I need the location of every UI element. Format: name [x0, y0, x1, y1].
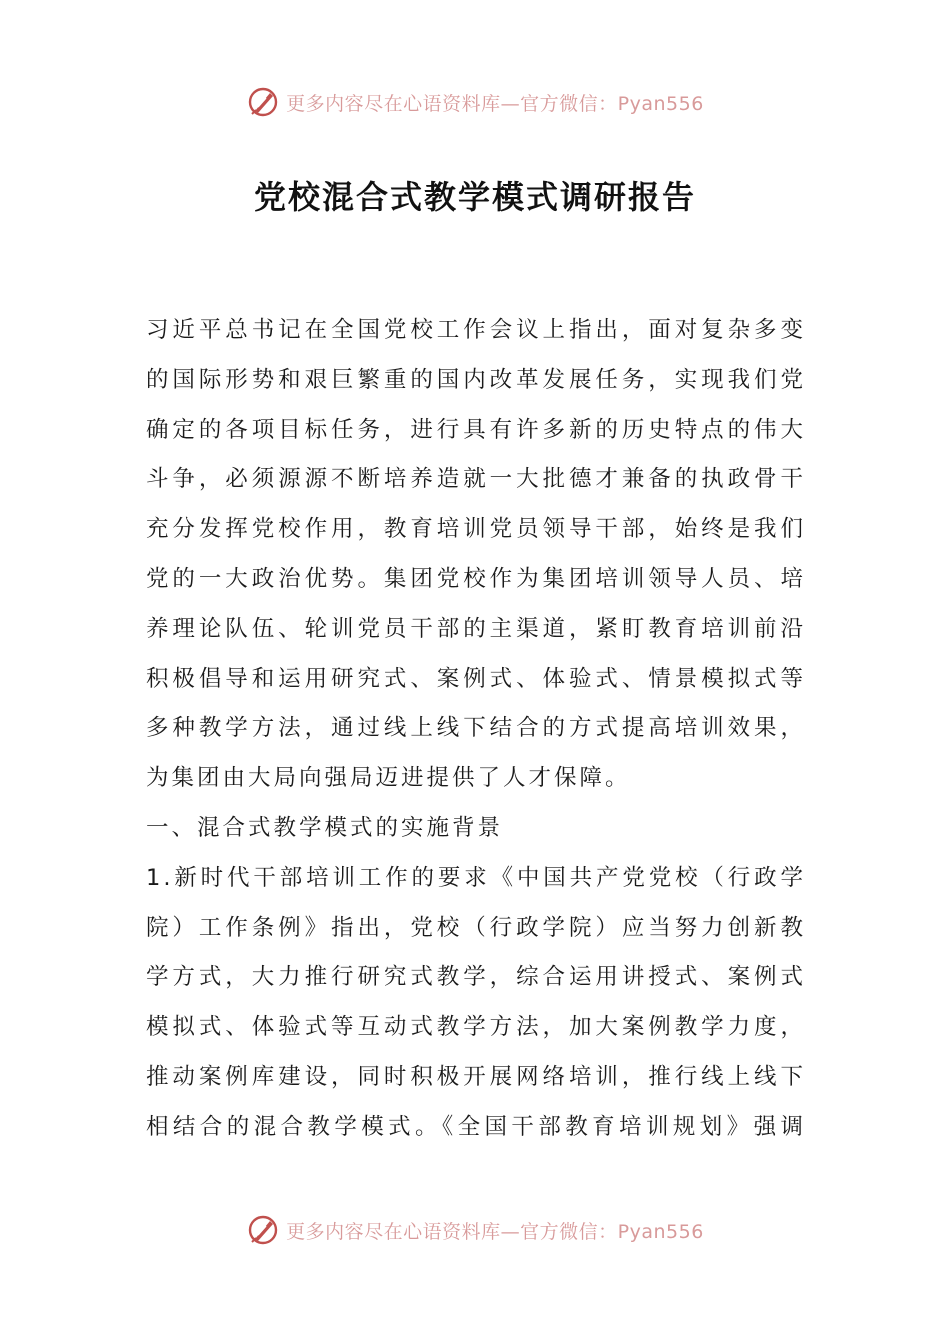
- quill-pen-logo-icon: [246, 85, 280, 119]
- text-line: 为集团由大局向强局迈进提供了人才保障。: [146, 765, 631, 792]
- text-line: 养理论队伍、轮训党员干部的主渠道，紧盯教育培训前沿: [146, 615, 806, 642]
- watermark-text: 更多内容尽在心语资料库—官方微信：Pyan556: [286, 1220, 704, 1243]
- watermark-wechat-id: Pyan556: [617, 1220, 704, 1243]
- document-body: [146, 306, 806, 1153]
- footer-watermark: [0, 1208, 950, 1252]
- text-line: 充分发挥党校作用，教育培训党员领导干部，始终是我们: [146, 516, 806, 543]
- text-line: 确定的各项目标任务，进行具有许多新的历史特点的伟大: [146, 416, 806, 443]
- text-line: 的国际形势和艰巨繁重的国内改革发展任务，实现我们党: [146, 366, 806, 393]
- text-line: 1.新时代干部培训工作的要求《中国共产党党校（行政学: [146, 864, 806, 891]
- text-line: 推动案例库建设，同时积极开展网络培训，推行线上线下: [146, 1063, 806, 1090]
- watermark-text: 更多内容尽在心语资料库—官方微信：Pyan556: [286, 92, 704, 115]
- watermark-wechat-id: Pyan556: [617, 92, 704, 115]
- header-watermark: [0, 80, 950, 124]
- text-line: 模拟式、体验式等互动式教学方法，加大案例教学力度，: [146, 1014, 806, 1041]
- text-line: 多种教学方法，通过线上线下结合的方式提高培训效果，: [146, 715, 806, 742]
- text-line: 积极倡导和运用研究式、案例式、体验式、情景模拟式等: [146, 665, 806, 692]
- text-line: 斗争，必须源源不断培养造就一大批德才兼备的执政骨干: [146, 466, 806, 493]
- text-line: 党的一大政治优势。集团党校作为集团培训领导人员、培: [146, 565, 806, 592]
- quill-pen-logo-icon: [246, 1213, 280, 1247]
- text-line: 院）工作条例》指出，党校（行政学院）应当努力创新教: [146, 914, 806, 941]
- text-line: 一、混合式教学模式的实施背景: [146, 814, 504, 841]
- document-title: 党校混合式教学模式调研报告: [253, 178, 696, 216]
- text-line: 学方式，大力推行研究式教学，综合运用讲授式、案例式: [146, 964, 806, 991]
- text-line: 习近平总书记在全国党校工作会议上指出，面对复杂多变: [146, 317, 806, 343]
- text-line: 相结合的混合教学模式。《全国干部教育培训规划》强调: [146, 1113, 806, 1140]
